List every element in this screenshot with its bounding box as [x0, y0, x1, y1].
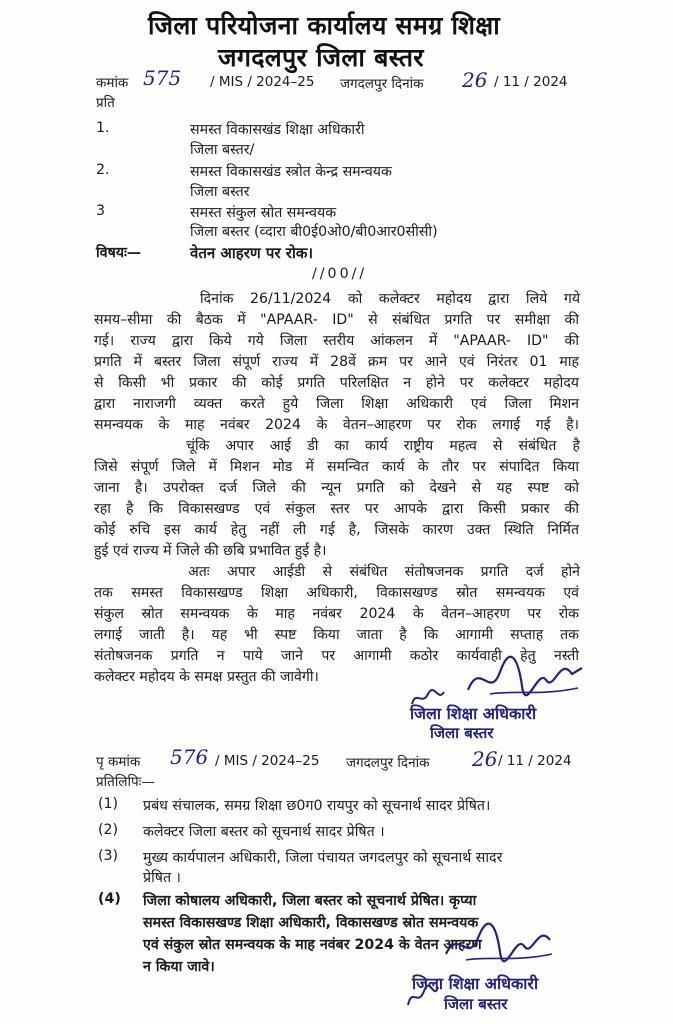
body-line: जाना है। उपरोक्त दर्ज जिले की न्यून प्रगति को देखने से यह स्पष्ट को: [94, 480, 579, 496]
body-line: कोई रुचि इस कार्य हेतु नहीं ली गई है, जिसके कारण उक्त स्थिति निर्मित: [94, 522, 579, 538]
copy-4-text: जिला कोषालय अधिकारी, जिला बस्तर को सूचनार्थ प्रेषित। कृप्या: [143, 893, 477, 909]
recipient-3-place: जिला बस्तर (व्दारा बी0ई0ओ0/बी0आर0सीसी): [190, 224, 438, 240]
body-line: संकुल स्रोत समन्वयक के माह नवंबर 2024 के वेतन–आहरण पर रोक: [94, 606, 579, 622]
recipient-3-number: 3: [96, 203, 106, 219]
signature-scribble: [460, 650, 590, 710]
copy-code: / MIS / 2024–25: [215, 753, 320, 769]
copy-2-number: (2): [98, 822, 119, 838]
body-line: द्वारा नाराजगी व्यक्त करते हुये जिला शिक्षा अधिकारी एवं जिला मिशन: [94, 396, 579, 412]
recipient-2-title: समस्त विकासखंड स्त्रोत केन्द्र समन्वयक: [190, 164, 392, 180]
body-line: अतः अपार आईडी से संबंधित संतोषजनक प्रगति दर्ज होने: [188, 564, 580, 580]
recipient-1-number: 1.: [96, 120, 110, 136]
copy-day: 26: [472, 747, 498, 771]
order-month-year: / 11 / 2024: [494, 74, 568, 90]
body-line: कलेक्टर महोदय के समक्ष प्रस्तुत की जावेगी।: [94, 669, 319, 685]
recipient-2-number: 2.: [96, 162, 110, 178]
signature2-title: जिला शिक्षा अधिकारी: [412, 974, 539, 993]
recipient-1-title: समस्त विकासखंड शिक्षा अधिकारी: [190, 122, 365, 138]
signature1-place: जिला बस्तर: [430, 724, 494, 742]
copy-3-text-cont: प्रेषित ।: [143, 870, 181, 886]
copy-4-text-cont: न किया जावे।: [143, 959, 215, 975]
body-line: समय–सीमा की बैठक में "APAAR- ID" से संबंधित प्रगति पर समीक्षा की: [94, 312, 579, 328]
copy-place-date-label: जगदलपुर दिनांक: [346, 755, 430, 771]
copy-1-text: प्रबंध संचालक, समग्र शिक्षा छ0ग0 रायपुर को सूचनार्थ सादर प्रेषित।: [143, 798, 491, 814]
body-line: से किसी भी प्रकार की कोई प्रगति परिलक्षित न होने पर कलेक्टर महोदय: [94, 375, 579, 391]
body-line: जिसे संपूर्ण जिले में मिशन मोड में समन्वित कार्य के तौर पर संपादित किया: [94, 459, 579, 475]
recipient-2-place: जिला बस्तर: [190, 184, 250, 200]
recipient-1-place: जिला बस्तर/: [190, 142, 255, 158]
copy-4-text-cont: समस्त विकासखण्ड शिक्षा अधिकारी, विकासखण्ड स्रोत समन्वयक: [143, 915, 479, 931]
copy-4-number: (4): [98, 891, 121, 907]
body-line: गई। राज्य द्वारा किये गये जिला स्तरीय आंकलन में "APAAR- ID" की: [94, 333, 579, 349]
copy-1-number: (1): [98, 796, 119, 812]
order-code: / MIS / 2024–25: [210, 74, 315, 90]
body-line: समन्वयक के माह नवंबर 2024 के वेतन–आहरण पर रोक लगाई गई है।: [94, 417, 579, 433]
subject-label: विषयः—: [96, 245, 142, 261]
copy-month-year: / 11 / 2024: [498, 753, 572, 769]
body-line: हुई एवं राज्य में जिले की छबि प्रभावित हुई है।: [94, 543, 327, 559]
signature2-place: जिला बस्तर: [444, 995, 508, 1013]
order-day: 26: [462, 68, 488, 92]
copy-to-label: प्रतिलिपिः—: [96, 774, 155, 790]
order-place-date-label: जगदलपुर दिनांक: [340, 76, 424, 92]
copy-2-text: कलेक्टर जिला बस्तर को सूचनार्थ सादर प्रेषित ।: [143, 824, 385, 840]
copy-3-text: मुख्य कार्यपालन अधिकारी, जिला पंचायत जगदलपुर को सूचनार्थ सादर: [143, 850, 503, 866]
body-line: प्रगति में बस्तर जिला संपूर्ण राज्य में 28वें क्रम पर आने एवं निरंतर 01 माह: [94, 354, 579, 370]
recipient-3-title: समस्त संकुल स्रोत समन्वयक: [190, 205, 337, 221]
body-line: संतोषजनक प्रगति न पाये जाने पर आगामी कठोर कार्यवाही हेतु नस्ती: [94, 648, 579, 664]
body-line: रहा है कि विकासखण्ड एवं संकुल स्तर पर आपके द्वारा किसी प्रकार की: [94, 501, 579, 517]
copy-4-text-cont: एवं संकुल स्रोत समन्वयक के माह नवंबर 2024 के वेतन आहरण: [143, 937, 482, 953]
copy-ref-label: पृ कमांक: [96, 754, 141, 770]
separator: //00//: [312, 266, 368, 282]
office-location: जगदलपुर जिला बस्तर: [218, 43, 424, 72]
order-number: 575: [143, 66, 182, 90]
signature-scribble: [440, 918, 560, 974]
order-ref-label: कमांक: [96, 75, 129, 91]
to-label: प्रति: [96, 95, 115, 111]
subject-text: वेतन आहरण पर रोक।: [190, 244, 314, 262]
body-line: चूंकि अपार आई डी का कार्य राष्ट्रीय महत्व से संबंधित है: [186, 438, 580, 454]
copy-number: 576: [170, 745, 209, 769]
signature1-title: जिला शिक्षा अधिकारी: [410, 704, 537, 723]
body-line: तक समस्त विकासखण्ड शिक्षा अधिकारी, विकासखण्ड स्रोत समन्वयक एवं: [94, 585, 579, 601]
body-line: दिनांक 26/11/2024 को कलेक्टर महोदय द्वारा लिये गये: [200, 291, 580, 307]
copy-3-number: (3): [98, 848, 119, 864]
body-line: लगाई जाती है। यह भी स्पष्ट किया जाता है कि आगामी सप्ताह तक: [94, 627, 579, 643]
office-title: जिला परियोजना कार्यालय समग्र शिक्षा: [148, 11, 500, 40]
